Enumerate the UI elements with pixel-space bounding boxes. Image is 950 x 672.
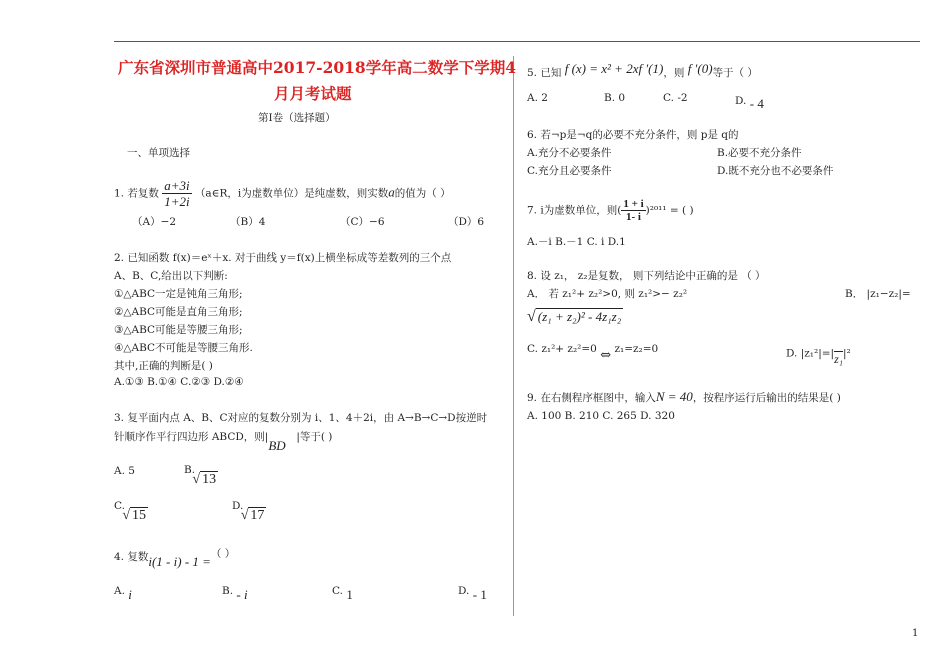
q1-suffix2: 的值为（ ） [394, 187, 451, 200]
q3-line-2b: |等于( ) [296, 431, 333, 443]
q4-option-c-value: 1 [346, 587, 353, 602]
question-5 [527, 61, 758, 80]
question-7 [527, 198, 694, 223]
q3-option-b-sqrt: √ 13 [192, 472, 217, 487]
q1-fraction [162, 178, 191, 209]
q4-option-c-label: C. [332, 585, 343, 597]
q6-stem: 6. 若¬p是¬q的必要不充分条件，则 p是 q的 [527, 129, 739, 141]
q5-expression-2: f ′(0) [687, 61, 713, 76]
q2-line-3: ①△ABC一定是钝角三角形; [114, 288, 243, 300]
q8-option-d-denominator: z₁ [834, 352, 843, 366]
question-1 [114, 178, 451, 209]
q9-options: A. 100 B. 210 C. 265 D. 320 [527, 410, 675, 422]
q6-option-c: C.充分且必要条件 [527, 165, 612, 177]
page-number: 1 [912, 628, 919, 639]
q7-prefix: 7. i为虚数单位，则( [527, 204, 622, 217]
question-4 [114, 548, 236, 569]
q3-line-2a: 针顺序作平行四边形 ABCD，则| [114, 431, 269, 443]
q4-prefix: 4. 复数 [114, 551, 149, 563]
q2-line-4: ②△ABC可能是直角三角形; [114, 306, 243, 318]
q3-option-d-label: D. [232, 500, 244, 512]
q4-option-b-value: - i [236, 587, 248, 602]
q7-suffix: )²⁰¹¹ = ( ) [645, 204, 694, 217]
q4-option-a-label: A. [114, 585, 125, 597]
q3-option-d [232, 498, 272, 523]
q5-option-d-label: D. [735, 95, 747, 107]
q8-option-c-text2: z₁=z₂=0 [614, 343, 659, 355]
q8-stem: 8. 设 z₁， z₂是复数， 则下列结论中正确的是 （ ） [527, 270, 766, 282]
q5-option-c: C. -2 [663, 92, 688, 104]
q7-options: A.－i B.－1 C. i D.1 [527, 236, 626, 248]
q8-option-b-sqrt [527, 308, 623, 326]
q6-option-b: B.必要不充分条件 [717, 147, 802, 159]
q9-prefix: 9. 在右侧程序框图中，输入 [527, 392, 656, 404]
q1-fraction-denominator: 1+2i [164, 194, 190, 209]
q8-option-c-text: C. z₁²+ z₂²=0 [527, 343, 597, 355]
q1-fraction-numerator: a+3i [164, 178, 190, 193]
q2-line-2: A、B、C,给出以下判断: [114, 270, 228, 282]
volume-label: 第Ⅰ卷（选择题） [258, 112, 336, 124]
q4-option-b-label: B. [222, 585, 234, 597]
q4-option-d-value: - 1 [472, 587, 487, 602]
q5-option-d [735, 92, 764, 111]
q4-paren: （ ） [210, 548, 236, 560]
q5-mid: ，则 [663, 67, 685, 79]
q5-option-b: B. 0 [604, 92, 626, 104]
q1-option-a: （A）−2 [132, 216, 177, 228]
q6-option-d: D.既不充分也不必要条件 [717, 165, 834, 177]
q8-option-d-fraction [834, 341, 843, 366]
q1-option-b: （B）4 [230, 216, 266, 228]
q4-option-a [114, 582, 132, 602]
q2-line-8: A.①③ B.①④ C.②③ D.②④ [114, 376, 244, 388]
q9-suffix: ，按程序运行后输出的结果是( ) [692, 392, 841, 404]
q2-line-6: ④△ABC不可能是等腰三角形. [114, 342, 253, 354]
q4-option-b [222, 582, 248, 602]
q8-option-b: B． |z₁−z₂|= [845, 288, 911, 300]
q8-option-d-text: D. |z₁²|=| [786, 347, 835, 360]
q8-sqrt-symbol: √ (z₁ + z₂)² - 4z₁z₂ [527, 308, 622, 325]
q3-option-d-radicand: 17 [250, 508, 265, 523]
q3-option-c-sqrt: √ 15 [122, 508, 147, 523]
q3-option-b-label: B. [184, 464, 196, 476]
q7-fraction-numerator: 1 + i [623, 198, 644, 210]
q3-option-b-radicand: 13 [202, 472, 217, 487]
q7-fraction-denominator: 1- i [625, 211, 641, 223]
q4-option-d-label: D. [458, 585, 470, 597]
q1-option-c: （C）−6 [340, 216, 385, 228]
q2-line-1: 2. 已知函数 f(x)＝eˣ＋x. 对于曲线 y＝f(x)上横坐标成等差数列的三个点 [114, 252, 452, 264]
q3-option-c-label: C. [114, 500, 125, 512]
q3-vector-bd: BD [268, 438, 286, 453]
q3-option-c-radicand: 15 [132, 508, 147, 523]
q8-option-d [786, 341, 851, 366]
q3-line-1: 3. 复平面内点 A、B、C对应的复数分别为 i、1、4＋2i，由 A→B→C→D按逆时 [114, 412, 488, 424]
q2-line-5: ③△ABC可能是等腰三角形; [114, 324, 243, 336]
q5-expression: f (x) = x² + 2xf ′(1) [564, 61, 664, 76]
q5-option-d-value: - 4 [749, 96, 764, 111]
q7-fraction [621, 198, 645, 223]
document-title-line2: 月月考试题 [274, 84, 352, 103]
equivalence-arrow-icon: ⇔ [600, 348, 612, 363]
q4-expression: i(1 - i) - 1 = [148, 554, 211, 569]
q8-option-c [527, 341, 659, 363]
q4-option-d [458, 582, 487, 602]
q4-option-a-value: i [128, 587, 132, 602]
q5-suffix: 等于（ ） [712, 67, 758, 79]
q3-option-b [184, 462, 224, 487]
q1-prefix: 1. 若复数 [114, 187, 159, 200]
q2-line-7: 其中,正确的判断是( ) [114, 360, 213, 372]
question-9 [527, 389, 841, 405]
q5-option-a: A. 2 [527, 92, 548, 104]
q9-expression: N = 40 [655, 389, 693, 404]
q1-option-d: （D）6 [448, 216, 485, 228]
q5-prefix: 5. 已知 [527, 67, 562, 79]
q1-suffix: （a∈R，i为虚数单位）是纯虚数，则实数 [194, 187, 389, 200]
q8-option-a: A． 若 z₁²+ z₂²>0, 则 z₁²>− z₂² [527, 288, 688, 300]
q8-option-d-end: |² [842, 347, 851, 360]
column-divider [513, 56, 514, 616]
q3-option-d-sqrt: √ 17 [240, 508, 265, 523]
document-title-line1: 广东省深圳市普通高中2017-2018学年高二数学下学期4 [118, 58, 516, 77]
q4-option-c [332, 582, 353, 602]
q8-sqrt-radicand: (z₁ + z₂)² - 4z₁z₂ [537, 309, 622, 324]
q3-line-2 [114, 428, 333, 453]
header-rule [114, 41, 920, 42]
section-label: 一、单项选择 [127, 147, 190, 159]
q6-option-a: A.充分不必要条件 [527, 147, 612, 159]
q3-option-a: A. 5 [114, 465, 135, 477]
q1-var: a [388, 184, 395, 200]
q3-option-c [114, 498, 154, 523]
